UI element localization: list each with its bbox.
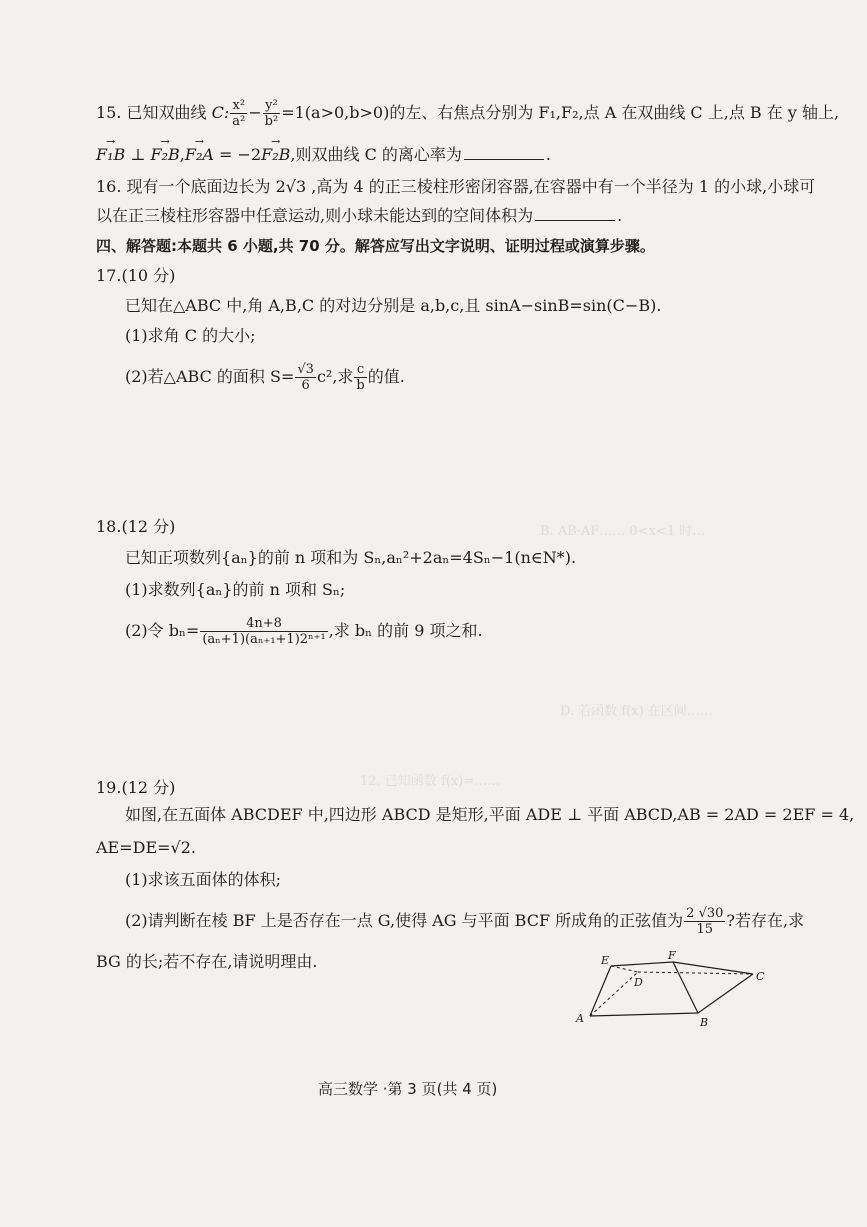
q17-line1: 已知在△ABC 中,角 A,B,C 的对边分别是 a,b,c,且 sinA−sinB=sin(C−B).	[125, 296, 662, 315]
q18-bn-fraction: $\frac{4n+8}{\text{(aₙ+1)(aₙ₊₁+1)2ⁿ⁺¹}}$	[202, 616, 326, 647]
answer-blank-q15	[464, 145, 544, 160]
edge-fb	[673, 962, 698, 1013]
vertex-label-e: E	[601, 954, 610, 967]
q19-sine-fraction: $\frac{2 √30}{15}$	[686, 906, 724, 937]
q17-heading: 17.(10 分)	[96, 266, 176, 285]
vector-f2b: → F₂B	[151, 145, 180, 165]
q15-text-b: =1(a>0,b>0)的左、右焦点分别为 F₁,F₂,点 A 在双曲线 C 上,点 B 在 y 轴上,	[281, 103, 840, 122]
answer-blank-q16	[535, 206, 615, 221]
page-footer: 高三数学 ·第 3 页(共 4 页)	[318, 1080, 498, 1098]
q18-line1: 已知正项数列{aₙ}的前 n 项和为 Sₙ,aₙ²+2aₙ=4Sₙ−1(n∈N*).	[125, 548, 577, 567]
q15-frac2: $\frac{\text{y²}}{\text{b²}}$	[264, 98, 279, 129]
q16-line2: 以在正三棱柱形容器中任意运动,则小球未能达到的空间体积为 .	[96, 206, 623, 225]
q15-line2: → F₁B ⊥ → F₂B,→ F₂A = −2→ F₂B,则双曲线 C 的离心率为 .	[96, 145, 551, 165]
bleed-through: D. 若函数 f(x) 在区间……	[560, 704, 713, 719]
q16-line1: 16. 现有一个底面边长为 2√3 ,高为 4 的正三棱柱形密闭容器,在容器中有一个半径为 1 的小球,小球可	[96, 177, 816, 196]
q18-part1: (1)求数列{aₙ}的前 n 项和 Sₙ;	[125, 580, 346, 599]
pentahedron-figure	[568, 950, 798, 1040]
q19-part2: (2)请判断在棱 BF 上是否存在一点 G,使得 AG 与平面 BCF 所成角的正弦值为 $\frac{2 √30}{15}$ ?若存在,求	[125, 906, 805, 937]
q15-frac1: $\frac{\text{x²}}{\text{a²}}$	[232, 98, 246, 129]
q15-curve: C:	[211, 103, 230, 122]
vertex-label-a: A	[576, 1012, 584, 1025]
q15-number: 15.	[96, 103, 122, 122]
edge-fc	[673, 962, 753, 974]
q15-text: 已知双曲线	[126, 103, 207, 122]
bleed-through: B. AB·AF…… 0<x<1 时…	[540, 524, 706, 539]
bleed-through: 12. 已知函数 f(x)=……	[360, 774, 501, 789]
vector-f2a: → F₂A	[185, 145, 214, 165]
q17-ratio-fraction: $\frac{c}{b}$	[356, 362, 365, 393]
edge-ef	[611, 962, 673, 966]
q19-part1: (1)求该五面体的体积;	[125, 870, 282, 889]
vector-f1b: → F₁B	[96, 145, 125, 165]
vertex-label-b: B	[700, 1016, 709, 1029]
q19-line1: 如图,在五面体 ABCDEF 中,四边形 ABCD 是矩形,平面 ADE ⊥ 平面 ABCD,AB = 2AD = 2EF = 4,	[125, 805, 855, 824]
q17-part1: (1)求角 C 的大小;	[125, 326, 256, 345]
q15-line1: 15. 已知双曲线 C: $\frac{\text{x²}}{\text{a²}}$ − $\frac{\text{y²}}{\text{b²}}$ =1(a>0,b>0)的左、右焦点分别为 F₁,F₂,点 A 在双曲线 C 上,点 B 在 y 轴上,	[96, 98, 840, 129]
q18-heading: 18.(12 分)	[96, 517, 176, 536]
vector-f2b-2: → F₂B	[261, 145, 290, 165]
vertex-label-c: C	[756, 970, 765, 983]
edge-dc	[638, 972, 753, 974]
q19-heading: 19.(12 分)	[96, 778, 176, 797]
q15-text-c: ,则双曲线 C 的离心率为	[290, 145, 462, 164]
q19-line-last: BG 的长;若不存在,请说明理由.	[96, 952, 318, 971]
q18-part2: (2)令 bₙ= $\frac{4n+8}{\text{(aₙ+1)(aₙ₊₁+1)2ⁿ⁺¹}}$ ,求 bₙ 的前 9 项之和.	[125, 616, 483, 647]
edge-ab	[590, 1013, 698, 1016]
vertex-label-d: D	[634, 976, 643, 989]
edge-ae	[590, 966, 611, 1016]
q17-part2: (2)若△ABC 的面积 S= $\frac{√3}{6}$ c²,求 $\frac{c}{b}$ 的值.	[125, 362, 405, 393]
q19-line2: AE=DE=√2.	[96, 838, 197, 857]
vertex-label-f: F	[668, 950, 676, 962]
q17-area-fraction: $\frac{√3}{6}$	[297, 362, 314, 393]
edge-ad	[590, 972, 638, 1016]
section-heading: 四、解答题:本题共 6 小题,共 70 分。解答应写出文字说明、证明过程或演算步骤。	[96, 237, 655, 255]
edge-ed	[611, 966, 638, 972]
edge-bc	[698, 974, 753, 1013]
